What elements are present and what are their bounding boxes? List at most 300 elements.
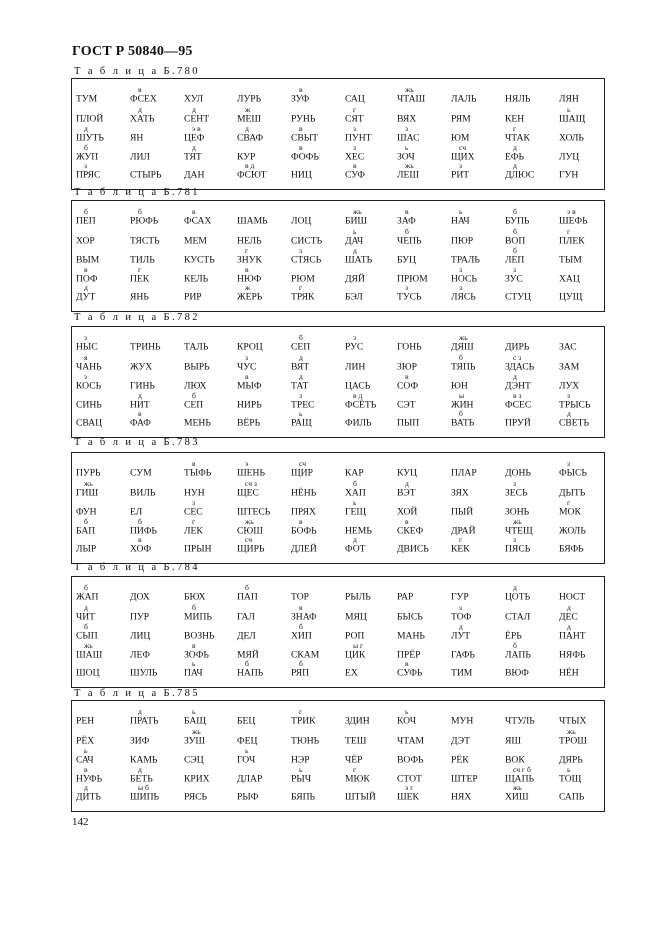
word: ХОЛЬ: [559, 132, 584, 144]
word: РЯСЬ: [184, 791, 208, 803]
word: МЯЙ: [237, 649, 259, 661]
word: РУНЬ: [291, 113, 316, 125]
word: СЮШ: [237, 525, 263, 537]
sound-mark: жь: [405, 161, 414, 170]
sound-mark: з: [513, 535, 516, 544]
sound-mark: з: [459, 283, 462, 292]
word: САЧ: [76, 754, 94, 766]
word: СВЫТ: [291, 132, 319, 144]
word: ВОФЬ: [397, 754, 424, 766]
sound-mark: жь: [459, 333, 468, 342]
word: ШАМЬ: [237, 215, 268, 227]
sound-mark: в з: [513, 391, 522, 400]
word: ТАЛЬ: [184, 341, 209, 353]
table-caption: Т а б л и ц а Б.783: [74, 437, 200, 448]
word: БЯПЬ: [291, 791, 316, 803]
word: ЗЮР: [397, 361, 418, 373]
word: ФЫСЬ: [559, 467, 587, 479]
word: РОП: [345, 630, 365, 642]
word: ЗОНЬ: [505, 506, 530, 518]
sound-mark: д: [405, 479, 409, 488]
word: СКЕФ: [397, 525, 424, 537]
word: ГИШ: [76, 487, 99, 499]
word: НИЦ: [291, 169, 312, 181]
word: КЕЛЬ: [184, 273, 209, 285]
sound-mark: в: [245, 372, 249, 381]
word: БУЦ: [397, 254, 416, 266]
sound-mark: г: [513, 124, 517, 133]
word: КРОЦ: [237, 341, 263, 353]
sound-mark: д: [192, 143, 196, 152]
sound-mark: д: [245, 124, 249, 133]
sound-mark: г: [567, 227, 571, 236]
word: НАПЬ: [237, 667, 264, 679]
sound-mark: д: [138, 105, 142, 114]
word: СЫП: [76, 630, 98, 642]
word: ГОНЬ: [397, 341, 422, 353]
word: ФСАХ: [184, 215, 212, 227]
word: МУН: [451, 715, 474, 727]
word: НОСТ: [559, 591, 586, 603]
sound-mark: д: [84, 283, 88, 292]
word: ЖУП: [76, 151, 99, 163]
word: ПЮР: [451, 235, 474, 247]
word: ДЫТЬ: [559, 487, 586, 499]
word: РЁХ: [76, 735, 95, 747]
sound-mark: д: [513, 143, 517, 152]
sound-mark: ы г: [353, 641, 364, 650]
word: ВЯТ: [291, 361, 310, 373]
sound-mark: б: [192, 603, 196, 612]
word: ДЯШ: [451, 341, 474, 353]
word: ЗДАСЬ: [505, 361, 535, 373]
word: РЁК: [451, 754, 469, 766]
word: ЧАНЬ: [76, 361, 102, 373]
sound-mark: б: [405, 227, 409, 236]
word: ПАП: [237, 591, 258, 603]
word: ПРЮМ: [397, 273, 428, 285]
sound-mark: д: [299, 353, 303, 362]
sound-mark: ь: [405, 143, 409, 152]
sound-mark: б: [459, 353, 463, 362]
sound-mark: з: [353, 333, 356, 342]
word-table: [71, 326, 605, 438]
word: ПРЯХ: [291, 506, 316, 518]
sound-mark: б: [513, 246, 517, 255]
word: ШУЛЬ: [130, 667, 158, 679]
word: ПЫП: [397, 417, 420, 429]
word: ПУРЬ: [76, 467, 101, 479]
sound-mark: ж: [245, 283, 251, 292]
word: ЧТАШ: [397, 93, 426, 105]
word: ШАС: [397, 132, 420, 144]
sound-mark: б: [245, 583, 249, 592]
word: ГУН: [559, 169, 579, 181]
sound-mark: д: [138, 391, 142, 400]
sound-mark: з: [459, 161, 462, 170]
word: ХОФ: [130, 543, 152, 555]
sound-mark: жь: [567, 727, 576, 736]
sound-mark: в д: [353, 391, 363, 400]
word: ЛУТ: [451, 630, 471, 642]
word: СЕС: [184, 506, 203, 518]
word: РУС: [345, 341, 364, 353]
word: ЗАФ: [397, 215, 416, 227]
word: ЗАМ: [559, 361, 580, 373]
word: ГАЛ: [237, 611, 255, 623]
table-caption: Т а б л и ц а Б.785: [74, 688, 200, 699]
word: ХАП: [345, 487, 366, 499]
word: ЩЕС: [237, 487, 259, 499]
word: ДРАЙ: [451, 525, 476, 537]
sound-mark: г: [353, 105, 357, 114]
word: ТРОШ: [559, 735, 587, 747]
word: НЭР: [291, 754, 310, 766]
word: ТИЛЬ: [130, 254, 155, 266]
sound-mark: з: [459, 603, 462, 612]
word: НЫС: [76, 341, 98, 353]
sound-mark: д: [513, 583, 517, 592]
sound-mark: в: [405, 659, 409, 668]
word: СТУЦ: [505, 291, 531, 303]
word: ЮН: [451, 380, 468, 392]
word: ЛЯСЬ: [451, 291, 476, 303]
word: ЯШ: [505, 735, 522, 747]
word: ДЛЕЙ: [291, 543, 317, 555]
word: ВАТЬ: [451, 417, 475, 429]
word: БАП: [76, 525, 96, 537]
word: СУМ: [130, 467, 152, 479]
word: ЛИН: [345, 361, 366, 373]
word: ГИНЬ: [130, 380, 155, 392]
word: ЩАПЬ: [505, 773, 535, 785]
word: СЯТ: [345, 113, 364, 125]
word: НИТ: [130, 399, 150, 411]
word: БОФЬ: [291, 525, 317, 537]
word: САПЬ: [559, 791, 585, 803]
word: ВОЗНЬ: [184, 630, 215, 642]
word: ФАФ: [130, 417, 151, 429]
word: ПАНТ: [559, 630, 586, 642]
word: СЕП: [291, 341, 311, 353]
sound-mark: з: [299, 391, 302, 400]
word: ПРЁР: [397, 649, 421, 661]
sound-mark: ж: [245, 105, 251, 114]
word: БУПЬ: [505, 215, 530, 227]
sound-mark: д: [353, 535, 357, 544]
word: ТЫМ: [559, 254, 582, 266]
sound-mark: ь: [299, 409, 303, 418]
sound-mark: ь: [299, 765, 303, 774]
word: СОФ: [397, 380, 419, 392]
word: МАНЬ: [397, 630, 425, 642]
word: РЫЧ: [291, 773, 311, 785]
word: СУФЬ: [397, 667, 423, 679]
word: ЁРЬ: [505, 630, 522, 642]
word: ПАЧ: [184, 667, 203, 679]
word: ШЕФЬ: [559, 215, 588, 227]
word: КУЦ: [397, 467, 417, 479]
word: ГЕЩ: [345, 506, 367, 518]
word: ЗАС: [559, 341, 577, 353]
sound-mark: з: [299, 246, 302, 255]
table-caption: Т а б л и ц а Б.781: [74, 187, 200, 198]
word: ЗУШ: [184, 735, 206, 747]
word: БЕЦ: [237, 715, 256, 727]
word: ТРЕС: [291, 399, 315, 411]
word: ВЮФ: [505, 667, 529, 679]
word: ЖИН: [451, 399, 474, 411]
word: БЯФЬ: [559, 543, 584, 555]
sound-mark: в: [353, 161, 357, 170]
sound-mark: ь: [567, 765, 571, 774]
sound-mark: г: [192, 517, 196, 526]
word: КРИХ: [184, 773, 210, 785]
word-table: [71, 576, 605, 688]
word-table: [71, 700, 605, 812]
word: ЧТАМ: [397, 735, 425, 747]
word: ДЛЮС: [505, 169, 535, 181]
word: ФОТ: [345, 543, 366, 555]
sound-mark: г: [353, 765, 357, 774]
word: РАР: [397, 591, 414, 603]
sound-mark: сч: [245, 535, 253, 544]
table-caption: Т а б л и ц а Б.782: [74, 312, 200, 323]
sound-mark: жь: [513, 783, 522, 792]
word: СЕНТ: [184, 113, 210, 125]
word: СЕП: [184, 399, 204, 411]
word: НЯХ: [451, 791, 472, 803]
word: ШАШ: [76, 649, 103, 661]
word: ФСЕС: [505, 399, 532, 411]
sound-mark: ь: [353, 227, 357, 236]
word: ЗОФЬ: [184, 649, 209, 661]
word: СЭЦ: [184, 754, 204, 766]
word: ЗУС: [505, 273, 523, 285]
sound-mark: б: [513, 207, 517, 216]
word: ГУР: [451, 591, 469, 603]
word: ПЕП: [76, 215, 96, 227]
word: БАЩ: [184, 715, 206, 727]
sound-mark: ь: [567, 105, 571, 114]
word: ПУНТ: [345, 132, 372, 144]
word: НЯФЬ: [559, 649, 586, 661]
sound-mark: б: [192, 391, 196, 400]
word: СИСТЬ: [291, 235, 323, 247]
word: ШТЕР: [451, 773, 478, 785]
word: ДЭНТ: [505, 380, 531, 392]
word: ТРАЛЬ: [451, 254, 480, 266]
word: РЕН: [76, 715, 95, 727]
word: ЛЕШ: [397, 169, 420, 181]
word: ДИРЬ: [505, 341, 530, 353]
sound-mark: д: [138, 707, 142, 716]
word: СТЫРЬ: [130, 169, 162, 181]
word: ТЮНЬ: [291, 735, 320, 747]
word: ЦАСЬ: [345, 380, 371, 392]
word: ПЛОЙ: [76, 113, 104, 125]
word: НУФЬ: [76, 773, 103, 785]
sound-mark: з: [84, 161, 87, 170]
sound-mark: ь: [245, 746, 249, 755]
sound-mark: б: [84, 583, 88, 592]
sound-mark: д: [513, 161, 517, 170]
word: ЩИХ: [451, 151, 475, 163]
sound-mark: д: [567, 603, 571, 612]
word: БЫСЬ: [397, 611, 423, 623]
word: РЫФ: [237, 791, 259, 803]
word-table: [71, 78, 605, 190]
sound-mark: в: [192, 459, 196, 468]
word: ЖОЛЬ: [559, 525, 586, 537]
word: МЕМ: [184, 235, 207, 247]
sound-mark: ь: [353, 498, 357, 507]
sound-mark: з: [405, 124, 408, 133]
word: ЯНЬ: [130, 291, 149, 303]
word: ХУЛ: [184, 93, 204, 105]
word: МИПЬ: [184, 611, 212, 623]
sound-mark: д: [84, 603, 88, 612]
word: ТЯТ: [184, 151, 202, 163]
sound-mark: э в: [192, 124, 201, 133]
sound-mark: з: [245, 353, 248, 362]
word: ХИШ: [505, 791, 529, 803]
sound-mark: в: [84, 765, 88, 774]
word: НУН: [184, 487, 205, 499]
word: ПЯСЬ: [505, 543, 531, 555]
sound-mark: я: [84, 353, 88, 362]
word: ЛИЛ: [130, 151, 150, 163]
sound-mark: в: [405, 517, 409, 526]
word: ШИПЬ: [130, 791, 160, 803]
word: ЧТЫХ: [559, 715, 587, 727]
sound-mark: э в: [567, 207, 576, 216]
word: ПЛЕК: [559, 235, 585, 247]
sound-mark: з: [459, 265, 462, 274]
sound-mark: жь: [84, 479, 93, 488]
sound-mark: з: [84, 372, 87, 381]
sound-mark: б: [84, 143, 88, 152]
sound-mark: з: [84, 333, 87, 342]
sound-mark: з: [192, 498, 195, 507]
sound-mark: д: [513, 372, 517, 381]
sound-mark: г: [245, 246, 249, 255]
word: ЧТЕЩ: [505, 525, 533, 537]
word: ПРУЙ: [505, 417, 531, 429]
word: ЩИРЬ: [237, 543, 265, 555]
word: ТАТ: [291, 380, 309, 392]
word: МОК: [559, 506, 581, 518]
word: КУСТЬ: [184, 254, 215, 266]
word: БЮХ: [184, 591, 206, 603]
word: ЦУЩ: [559, 291, 583, 303]
word: ЗДИН: [345, 715, 370, 727]
page-number: 142: [72, 816, 89, 828]
sound-mark: сч: [459, 143, 467, 152]
sound-mark: ь: [192, 659, 196, 668]
word: НЕЛЬ: [237, 235, 262, 247]
word: ДУТ: [76, 291, 96, 303]
word: НЕМЬ: [345, 525, 372, 537]
word: ШАТЬ: [345, 254, 373, 266]
word: МЫФ: [237, 380, 262, 392]
word: РЯМ: [451, 113, 471, 125]
sound-mark: в: [299, 143, 303, 152]
word: ШТЕСЬ: [237, 506, 271, 518]
sound-mark: б: [513, 641, 517, 650]
sound-mark: э г: [405, 783, 414, 792]
word: ДЕЛ: [237, 630, 256, 642]
word: ЛЮХ: [184, 380, 207, 392]
document-header: ГОСТ Р 50840—95: [72, 44, 193, 59]
word: НЁНЬ: [291, 487, 317, 499]
sound-mark: в: [84, 265, 88, 274]
word: КОСЬ: [76, 380, 102, 392]
word: БЭЛ: [345, 291, 363, 303]
word: СВАЦ: [76, 417, 103, 429]
word: РЫЛЬ: [345, 591, 371, 603]
word: НОСЬ: [451, 273, 477, 285]
word-table: [71, 200, 605, 312]
word: ЗЕСЬ: [505, 487, 528, 499]
sound-mark: жь: [245, 517, 254, 526]
word: ЛЫР: [76, 543, 97, 555]
word: ДВИСЬ: [397, 543, 429, 555]
sound-mark: з: [567, 391, 570, 400]
word: ПЫЙ: [451, 506, 474, 518]
word: САЦ: [345, 93, 365, 105]
word: ДЕС: [559, 611, 578, 623]
word: РИР: [184, 291, 202, 303]
word: ДОНЬ: [505, 467, 531, 479]
sound-mark: ь: [459, 207, 463, 216]
word: ФЕЦ: [237, 735, 258, 747]
sound-mark: б: [299, 333, 303, 342]
word: ПРЯС: [76, 169, 101, 181]
word: ВЯХ: [397, 113, 417, 125]
word: ФОФЬ: [291, 151, 319, 163]
sound-mark: з: [513, 265, 516, 274]
word: ТОФ: [451, 611, 472, 623]
sound-mark: д: [84, 124, 88, 133]
sound-mark: з: [567, 459, 570, 468]
sound-mark: в: [138, 85, 142, 94]
sound-mark: д: [567, 622, 571, 631]
word: ТУМ: [76, 93, 98, 105]
word: ФСЮТ: [237, 169, 267, 181]
word: ЗОЧ: [397, 151, 415, 163]
word: ЗНУК: [237, 254, 262, 266]
word: НАЧ: [451, 215, 470, 227]
word: ТЕШ: [345, 735, 367, 747]
word: ПРАТЬ: [130, 715, 159, 727]
word: МЮК: [345, 773, 370, 785]
word: ПУР: [130, 611, 150, 623]
sound-mark: в: [299, 603, 303, 612]
sound-mark: б: [84, 517, 88, 526]
sound-mark: г: [459, 535, 463, 544]
sound-mark: с з: [513, 353, 522, 362]
sound-mark: з: [513, 479, 516, 488]
word: ШТЫЙ: [345, 791, 376, 803]
word: ТЯСТЬ: [130, 235, 160, 247]
word: ФИЛЬ: [345, 417, 372, 429]
word: РИТ: [451, 169, 470, 181]
word: ЧИТ: [76, 611, 96, 623]
word: ШЕНЬ: [237, 467, 265, 479]
word: СТАЛ: [505, 611, 531, 623]
word: ПИФЬ: [130, 525, 157, 537]
